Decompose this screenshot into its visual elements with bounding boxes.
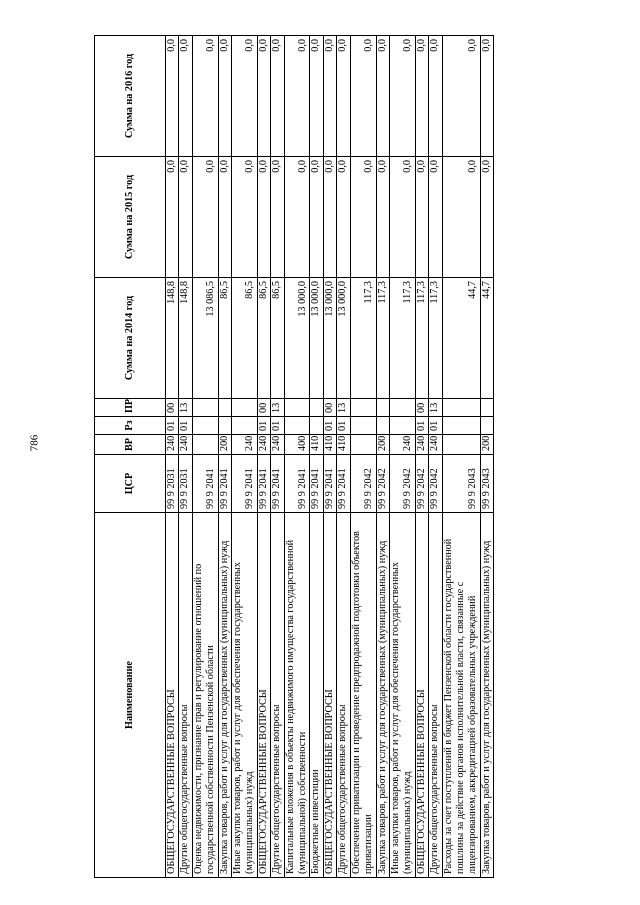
cell-sum-2014: 86,5: [232, 278, 258, 399]
cell-sum-2014: 117,3: [389, 278, 415, 399]
cell-name: ОБЩЕГОСУДАРСТВЕННЫЕ ВОПРОСЫ: [415, 513, 428, 878]
cell-vr: 200: [480, 435, 493, 455]
cell-sum-2014: 13 086,5: [192, 278, 218, 399]
cell-sum-2015: 0,0: [323, 157, 336, 278]
cell-rz: [376, 417, 389, 435]
table-row: [179, 36, 192, 878]
cell-rz: [389, 417, 415, 435]
cell-vr: 240: [232, 435, 258, 455]
cell-sum-2016: 0,0: [218, 36, 231, 157]
cell-sum-2014: 44,7: [480, 278, 493, 399]
cell-sum-2015: 0,0: [429, 157, 442, 278]
cell-sum-2014: 13 000,0: [337, 278, 350, 399]
cell-sum-2014: 117,3: [415, 278, 428, 399]
cell-sum-2014: 86,5: [257, 278, 270, 399]
cell-sum-2016: 0,0: [350, 36, 376, 157]
cell-pr: 13: [271, 399, 284, 417]
cell-rz: 01: [429, 417, 442, 435]
cell-name: Иные закупки товаров, работ и услуг для обеспечения государственных (муниципальных) нужд: [232, 513, 258, 878]
cell-rz: [232, 417, 258, 435]
cell-sum-2014: 117,3: [376, 278, 389, 399]
cell-sum-2016: 0,0: [480, 36, 493, 157]
cell-vr: 410: [323, 435, 336, 455]
cell-name: Другие общегосударственные вопросы: [429, 513, 442, 878]
cell-rz: 01: [337, 417, 350, 435]
cell-name: Обеспечение приватизации и проведение предпродажной подготовки объектов приватизации: [350, 513, 376, 878]
cell-sum-2016: 0,0: [376, 36, 389, 157]
cell-pr: [376, 399, 389, 417]
cell-pr: [350, 399, 376, 417]
cell-rz: [218, 417, 231, 435]
table-row: [480, 36, 493, 878]
cell-csr: 99 9 2041: [323, 455, 336, 513]
cell-rz: 01: [179, 417, 192, 435]
table-row: [389, 36, 415, 878]
cell-vr: 200: [218, 435, 231, 455]
cell-sum-2015: 0,0: [415, 157, 428, 278]
cell-pr: 00: [166, 399, 179, 417]
cell-vr: 410: [310, 435, 323, 455]
cell-vr: 240: [271, 435, 284, 455]
table-row: [166, 36, 179, 878]
cell-csr: 99 9 2043: [480, 455, 493, 513]
table-row: [192, 36, 218, 878]
table-body: [166, 36, 494, 878]
table-row: [310, 36, 323, 878]
table-row: [376, 36, 389, 878]
cell-vr: 240: [389, 435, 415, 455]
cell-pr: [218, 399, 231, 417]
cell-sum-2015: 0,0: [257, 157, 270, 278]
cell-sum-2015: 0,0: [179, 157, 192, 278]
cell-sum-2014: 148,8: [179, 278, 192, 399]
header-name: Наименование: [95, 513, 166, 878]
header-pr: ПР: [95, 399, 166, 417]
cell-csr: 99 9 2041: [192, 455, 218, 513]
cell-csr: 99 9 2041: [284, 455, 310, 513]
cell-vr: 240: [415, 435, 428, 455]
cell-rz: 01: [271, 417, 284, 435]
cell-vr: 240: [166, 435, 179, 455]
cell-csr: 99 9 2041: [271, 455, 284, 513]
cell-rz: 01: [323, 417, 336, 435]
header-sum-2016: Сумма на 2016 год: [95, 36, 166, 157]
cell-sum-2014: 13 000,0: [323, 278, 336, 399]
cell-name: Иные закупки товаров, работ и услуг для обеспечения государственных (муниципальных) нужд: [389, 513, 415, 878]
cell-sum-2014: 148,8: [166, 278, 179, 399]
cell-rz: 01: [166, 417, 179, 435]
page-number: 786: [28, 434, 41, 452]
cell-sum-2015: 0,0: [310, 157, 323, 278]
cell-pr: [442, 399, 480, 417]
table-row: [442, 36, 480, 878]
cell-sum-2015: 0,0: [271, 157, 284, 278]
cell-vr: 240: [429, 435, 442, 455]
cell-csr: 99 9 2031: [179, 455, 192, 513]
cell-sum-2015: 0,0: [350, 157, 376, 278]
cell-vr: [350, 435, 376, 455]
cell-csr: 99 9 2042: [429, 455, 442, 513]
cell-vr: 240: [179, 435, 192, 455]
header-csr: ЦСР: [95, 455, 166, 513]
cell-rz: [310, 417, 323, 435]
table-row: [284, 36, 310, 878]
table-row: [350, 36, 376, 878]
cell-csr: 99 9 2041: [218, 455, 231, 513]
cell-name: Расходы за счет поступлений в бюджет Пензенской области государственной пошлины за действие органов исполнительной власти, связанные с лицензированием, аккредитацией образовательных учреждений: [442, 513, 480, 878]
cell-pr: 13: [429, 399, 442, 417]
table-row: [337, 36, 350, 878]
cell-csr: 99 9 2042: [389, 455, 415, 513]
cell-name: Капитальные вложения в объекты недвижимого имущества государственной (муниципальной) собственности: [284, 513, 310, 878]
cell-pr: [480, 399, 493, 417]
cell-rz: [442, 417, 480, 435]
table-row: [415, 36, 428, 878]
cell-pr: [192, 399, 218, 417]
cell-sum-2016: 0,0: [257, 36, 270, 157]
cell-sum-2014: 13 000,0: [310, 278, 323, 399]
cell-vr: 240: [257, 435, 270, 455]
cell-pr: [232, 399, 258, 417]
cell-sum-2015: 0,0: [218, 157, 231, 278]
cell-name: Другие общегосударственные вопросы: [337, 513, 350, 878]
cell-sum-2015: 0,0: [192, 157, 218, 278]
cell-name: Бюджетные инвестиции: [310, 513, 323, 878]
cell-name: Закупка товаров, работ и услуг для государственных (муниципальных) нужд: [480, 513, 493, 878]
cell-sum-2016: 0,0: [442, 36, 480, 157]
cell-sum-2016: 0,0: [310, 36, 323, 157]
header-sum-2014: Сумма на 2014 год: [95, 278, 166, 399]
cell-rz: [192, 417, 218, 435]
cell-sum-2014: 117,3: [350, 278, 376, 399]
cell-csr: 99 9 2043: [442, 455, 480, 513]
table-header-row: [95, 36, 166, 878]
cell-vr: 200: [376, 435, 389, 455]
cell-sum-2014: 86,5: [271, 278, 284, 399]
cell-sum-2016: 0,0: [323, 36, 336, 157]
cell-sum-2015: 0,0: [232, 157, 258, 278]
cell-csr: 99 9 2042: [415, 455, 428, 513]
cell-sum-2016: 0,0: [179, 36, 192, 157]
cell-rz: 01: [415, 417, 428, 435]
cell-pr: 13: [179, 399, 192, 417]
cell-name: ОБЩЕГОСУДАРСТВЕННЫЕ ВОПРОСЫ: [166, 513, 179, 878]
cell-sum-2016: 0,0: [337, 36, 350, 157]
cell-pr: [284, 399, 310, 417]
cell-sum-2015: 0,0: [166, 157, 179, 278]
cell-name: Закупка товаров, работ и услуг для государственных (муниципальных) нужд: [376, 513, 389, 878]
cell-sum-2015: 0,0: [389, 157, 415, 278]
cell-sum-2014: 117,3: [429, 278, 442, 399]
cell-name: ОБЩЕГОСУДАРСТВЕННЫЕ ВОПРОСЫ: [323, 513, 336, 878]
header-sum-2015: Сумма на 2015 год: [95, 157, 166, 278]
cell-rz: [350, 417, 376, 435]
cell-name: Другие общегосударственные вопросы: [179, 513, 192, 878]
cell-vr: 400: [284, 435, 310, 455]
cell-sum-2014: 86,5: [218, 278, 231, 399]
table-row: [232, 36, 258, 878]
budget-table: [94, 35, 494, 878]
cell-pr: 00: [323, 399, 336, 417]
cell-pr: [310, 399, 323, 417]
cell-sum-2015: 0,0: [376, 157, 389, 278]
cell-name: Закупка товаров, работ и услуг для государственных (муниципальных) нужд: [218, 513, 231, 878]
cell-sum-2016: 0,0: [192, 36, 218, 157]
cell-vr: 410: [337, 435, 350, 455]
cell-sum-2015: 0,0: [337, 157, 350, 278]
cell-name: ОБЩЕГОСУДАРСТВЕННЫЕ ВОПРОСЫ: [257, 513, 270, 878]
table-row: [429, 36, 442, 878]
cell-csr: 99 9 2041: [310, 455, 323, 513]
cell-sum-2016: 0,0: [429, 36, 442, 157]
cell-csr: 99 9 2042: [376, 455, 389, 513]
cell-rz: [284, 417, 310, 435]
cell-rz: 01: [257, 417, 270, 435]
cell-rz: [480, 417, 493, 435]
cell-vr: [442, 435, 480, 455]
cell-sum-2016: 0,0: [415, 36, 428, 157]
cell-vr: [192, 435, 218, 455]
cell-csr: 99 9 2042: [350, 455, 376, 513]
table-row: [271, 36, 284, 878]
cell-sum-2014: 44,7: [442, 278, 480, 399]
header-vr: ВР: [95, 435, 166, 455]
cell-name: Оценка недвижимости, признание прав и регулирование отношений по государственной собственности Пензенской области: [192, 513, 218, 878]
rotated-page: [94, 36, 556, 878]
cell-pr: 00: [415, 399, 428, 417]
cell-sum-2014: 13 000,0: [284, 278, 310, 399]
table-row: [218, 36, 231, 878]
cell-sum-2015: 0,0: [442, 157, 480, 278]
header-rz: Рз: [95, 417, 166, 435]
cell-csr: 99 9 2031: [166, 455, 179, 513]
table-row: [257, 36, 270, 878]
cell-sum-2016: 0,0: [271, 36, 284, 157]
cell-name: Другие общегосударственные вопросы: [271, 513, 284, 878]
cell-pr: [389, 399, 415, 417]
cell-sum-2016: 0,0: [232, 36, 258, 157]
cell-sum-2015: 0,0: [480, 157, 493, 278]
cell-sum-2016: 0,0: [389, 36, 415, 157]
cell-sum-2016: 0,0: [166, 36, 179, 157]
cell-csr: 99 9 2041: [232, 455, 258, 513]
cell-sum-2015: 0,0: [284, 157, 310, 278]
cell-pr: 00: [257, 399, 270, 417]
cell-csr: 99 9 2041: [337, 455, 350, 513]
table-row: [323, 36, 336, 878]
cell-sum-2016: 0,0: [284, 36, 310, 157]
cell-pr: 13: [337, 399, 350, 417]
cell-csr: 99 9 2041: [257, 455, 270, 513]
